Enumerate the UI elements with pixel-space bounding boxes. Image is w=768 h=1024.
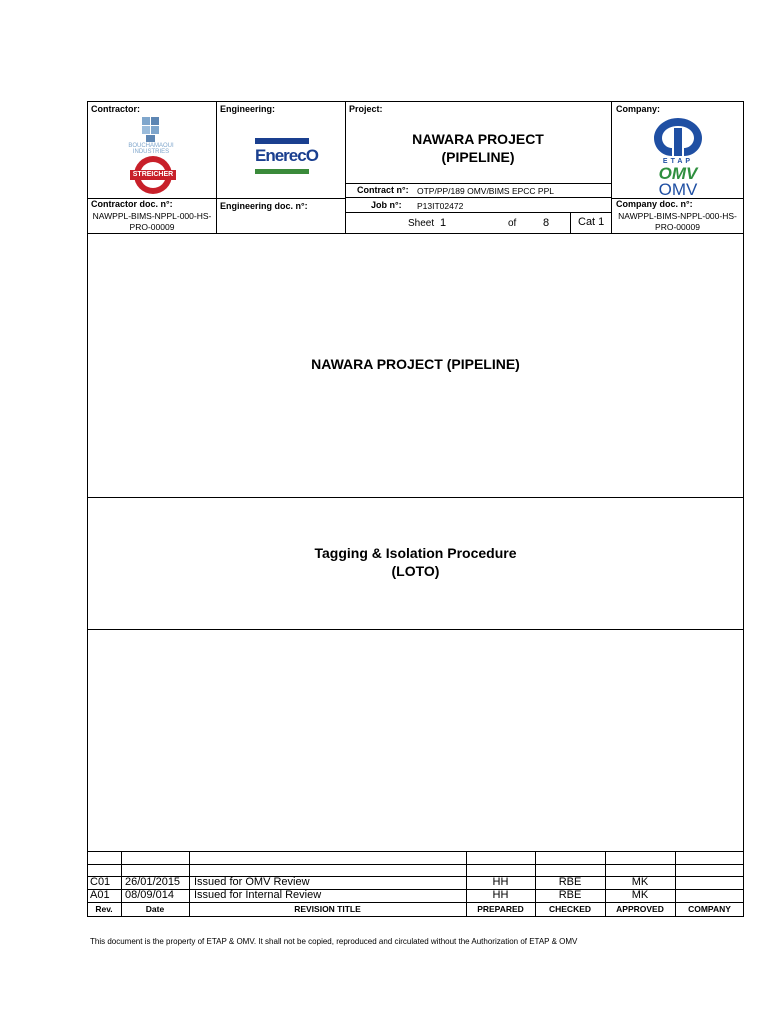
sheet-label: Sheet bbox=[408, 218, 435, 229]
enereco-bottom-bar bbox=[255, 169, 309, 174]
grid-line bbox=[611, 101, 612, 233]
etap-emblem-icon bbox=[648, 116, 708, 160]
grid-line bbox=[345, 101, 346, 233]
rev-approved: MK bbox=[631, 889, 649, 901]
project-title-line1: NAWARA PROJECT bbox=[412, 131, 544, 147]
of-label: of bbox=[508, 218, 517, 229]
rev-header-company: COMPANY bbox=[688, 904, 731, 914]
contract-label: Contract n°: bbox=[357, 185, 409, 195]
rev-header-title: REVISION TITLE bbox=[294, 904, 361, 914]
project-label: Project: bbox=[349, 104, 383, 114]
grid-line bbox=[87, 902, 744, 903]
engineering-doc-label: Engineering doc. n°: bbox=[220, 201, 308, 211]
grid-line bbox=[216, 198, 345, 199]
contractor-doc-label: Contractor doc. n°: bbox=[91, 199, 173, 209]
rev-date: 08/09/014 bbox=[125, 889, 174, 901]
company-label: Company: bbox=[616, 104, 661, 114]
grid-line bbox=[570, 212, 571, 233]
rev-header-date: Date bbox=[145, 904, 165, 914]
engineering-label: Engineering: bbox=[220, 104, 276, 114]
contract-value: OTP/PP/189 OMV/BIMS EPCC PPL bbox=[417, 186, 554, 196]
rev-title: Issued for OMV Review bbox=[194, 876, 310, 888]
of-value: 8 bbox=[543, 217, 550, 229]
rev-header-rev: Rev. bbox=[95, 904, 113, 914]
doc-title-line1: Tagging & Isolation Procedure bbox=[314, 545, 517, 561]
doc-title-line2: (LOTO) bbox=[391, 563, 440, 579]
company-doc-label: Company doc. n°: bbox=[616, 199, 693, 209]
revision-table bbox=[87, 851, 744, 917]
grid-line bbox=[345, 212, 611, 213]
project-title-line2: (PIPELINE) bbox=[441, 149, 515, 165]
job-label: Job n°: bbox=[371, 200, 402, 210]
grid-line bbox=[345, 183, 611, 184]
enereco-logo bbox=[255, 138, 318, 176]
grid-line bbox=[216, 101, 217, 233]
etap-text: ETAP bbox=[662, 158, 694, 165]
company-doc-value: NAWPPL-BIMS-NPPL-000-HS-PRO-00009 bbox=[618, 211, 737, 232]
rev-number: A01 bbox=[90, 889, 110, 901]
bouchamaoui-text: BOUCHAMAOUI INDUSTRIES bbox=[128, 143, 174, 155]
rev-prepared: HH bbox=[492, 876, 509, 888]
rev-header-approved: APPROVED bbox=[616, 904, 664, 914]
grid-line bbox=[87, 851, 744, 852]
rev-checked: RBE bbox=[558, 876, 582, 888]
rev-title: Issued for Internal Review bbox=[194, 889, 322, 901]
project-title bbox=[345, 130, 611, 166]
rev-header-prepared: PREPARED bbox=[477, 904, 524, 914]
rev-number: C01 bbox=[90, 876, 111, 888]
etap-omv-logo bbox=[648, 116, 708, 198]
rev-prepared: HH bbox=[492, 889, 509, 901]
streicher-logo bbox=[130, 155, 176, 195]
grid-line bbox=[345, 197, 611, 198]
grid-line bbox=[87, 864, 744, 865]
contractor-doc-value: NAWPPL-BIMS-NPPL-000-HS-PRO-00009 bbox=[92, 211, 212, 232]
streicher-text: STREICHER bbox=[132, 171, 174, 178]
main-title-section bbox=[87, 233, 744, 497]
omv-text: OMV bbox=[658, 180, 698, 199]
rev-date: 26/01/2015 bbox=[125, 876, 181, 888]
contractor-label: Contractor: bbox=[91, 104, 140, 114]
enereco-text: EnerecO bbox=[255, 146, 318, 165]
job-value: P13IT02472 bbox=[417, 201, 464, 211]
sheet-value: 1 bbox=[440, 217, 447, 229]
cat-label: Cat 1 bbox=[578, 216, 605, 228]
rev-checked: RBE bbox=[558, 889, 582, 901]
rev-approved: MK bbox=[631, 876, 649, 888]
grid-line bbox=[87, 629, 744, 630]
bouchamaoui-logo bbox=[110, 115, 192, 155]
rev-header-checked: CHECKED bbox=[548, 904, 592, 914]
main-title: NAWARA PROJECT (PIPELINE) bbox=[311, 356, 520, 372]
omv-green-text: OMV bbox=[658, 164, 698, 183]
footer-note: This document is the property of ETAP & OMV. It shall not be copied, reproduced and circulated without the Authorization of ETAP & OMV bbox=[90, 937, 578, 946]
doc-title-section bbox=[87, 497, 744, 629]
